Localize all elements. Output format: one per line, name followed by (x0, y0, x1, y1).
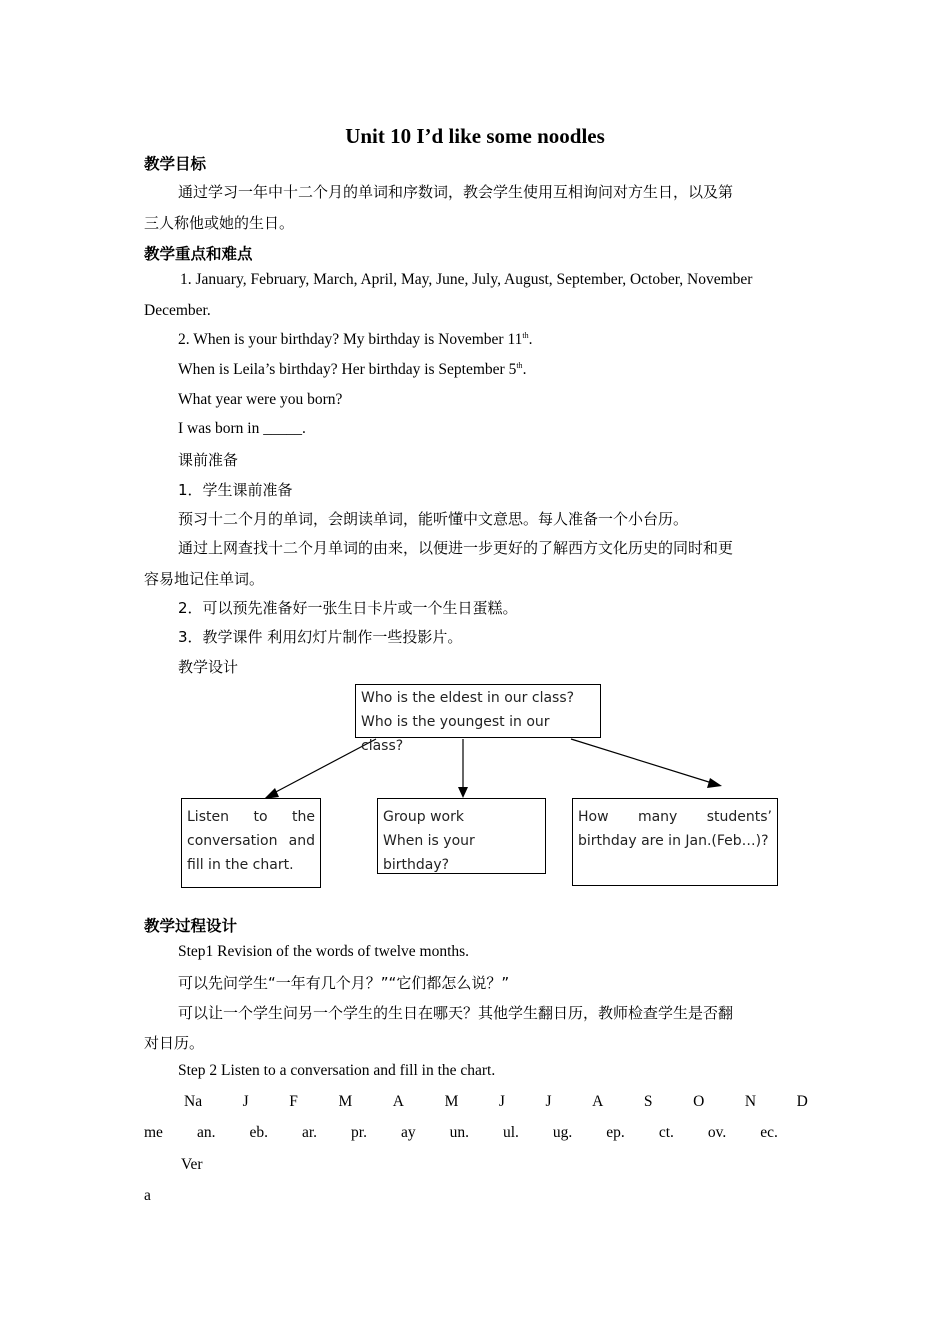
objectives-line-2: 三人称他或她的生日。 (144, 214, 295, 232)
table-cell: Na (184, 1093, 203, 1110)
table-cell: D (796, 1093, 808, 1110)
table-cell: ul. (502, 1124, 519, 1141)
table-cell: ug. (552, 1124, 573, 1141)
table-cell: M (444, 1093, 459, 1110)
preparation-heading: 课前准备 (178, 451, 239, 469)
step-1: Step1 Revision of the words of twelve months. (178, 943, 470, 960)
top-box-line-1: Who is the eldest in our class? (361, 690, 575, 706)
key-point-4: What year were you born? (178, 391, 343, 408)
objectives-heading: 教学目标 (144, 155, 207, 173)
table-cell: ep. (606, 1124, 625, 1141)
table-row-4: a (144, 1187, 151, 1204)
table-cell: A (592, 1093, 604, 1110)
middle-box-line-1: Group work (383, 809, 464, 825)
left-box-word: conversation (187, 833, 278, 849)
left-box-line-2 (187, 829, 315, 853)
key-point-3-text: When is Leila’s birthday? Her birthday is September 5 (178, 361, 517, 379)
table-cell: M (338, 1093, 353, 1110)
right-box-word: many (637, 809, 678, 825)
left-box-word: Listen (187, 809, 229, 825)
middle-box-line-2: When is your birthday? (383, 833, 475, 873)
table-cell: un. (449, 1124, 469, 1141)
table-cell: J (545, 1093, 552, 1110)
table-cell: J (242, 1093, 249, 1110)
right-box-line-2 (578, 829, 772, 853)
table-cell: ar. (301, 1124, 318, 1141)
table-cell: an. (196, 1124, 216, 1141)
key-point-3-sup: th (516, 361, 523, 370)
right-box-word: How (578, 809, 609, 825)
diagram-left-box (181, 798, 321, 888)
key-points-heading: 教学重点和难点 (144, 245, 253, 263)
key-point-1-line-1: 1. January, February, March, April, May, June, July, August, September, October, November (180, 271, 753, 288)
preparation-item-1: 1．学生课前准备 (178, 481, 293, 499)
left-box-line-3 (187, 853, 315, 877)
preparation-item-3: 3．教学课件 利用幻灯片制作一些投影片。 (178, 628, 463, 646)
arrow-middle-head (458, 787, 468, 798)
table-cell: ay (400, 1124, 416, 1141)
key-point-2-sup: th (522, 331, 529, 340)
objectives-line-1: 通过学习一年中十二个月的单词和序数词，教会学生使用互相询问对方生日，以及第 (178, 183, 734, 201)
preparation-item-1-detail2-line-2: 容易地记住单词。 (144, 570, 265, 588)
table-cell: me (144, 1124, 163, 1141)
months-table-row-1 (184, 1093, 808, 1111)
table-cell: pr. (351, 1124, 367, 1141)
page-title: Unit 10 I’d like some noodles (345, 124, 605, 148)
left-box-word: fill in the chart. (187, 857, 294, 873)
step-1-activity-line-2: 对日历。 (144, 1034, 205, 1052)
table-cell: N (744, 1093, 757, 1110)
table-cell: ct. (658, 1124, 674, 1141)
step-1-activity-line-1: 可以让一个学生问另一个学生的生日在哪天？其他学生翻日历，教师检查学生是否翻 (178, 1004, 734, 1022)
preparation-item-2: 2．可以预先准备好一张生日卡片或一个生日蛋糕。 (178, 599, 518, 617)
left-box-word: the (292, 809, 315, 825)
diagram-right-box (572, 798, 778, 886)
step-2: Step 2 Listen to a conversation and fill in the chart. (178, 1062, 496, 1079)
right-box-word: students’ (706, 809, 772, 825)
table-row-3: Ver (181, 1156, 203, 1173)
table-cell: A (392, 1093, 404, 1110)
table-cell: ov. (707, 1124, 727, 1141)
table-cell: F (289, 1093, 298, 1110)
months-table-row-2 (144, 1124, 778, 1142)
step-1-question: 可以先问学生“一年有几个月？”“它们都怎么说？” (178, 974, 510, 992)
preparation-item-1-detail: 预习十二个月的单词，会朗读单词，能听懂中文意思。每人准备一个小台历。 (178, 510, 689, 528)
key-point-5: I was born in _____. (178, 420, 306, 437)
left-box-line-1 (187, 805, 315, 829)
arrow-right-head (707, 778, 722, 788)
preparation-item-1-detail2-line-1: 通过上网查找十二个月单词的由来，以便进一步更好的了解西方文化历史的同时和更 (178, 539, 734, 557)
process-heading: 教学过程设计 (144, 917, 238, 935)
table-cell: J (498, 1093, 505, 1110)
diagram-top-box (355, 684, 601, 754)
table-cell: eb. (249, 1124, 268, 1141)
diagram-middle-box (377, 798, 546, 874)
key-point-1-line-2: December. (144, 302, 211, 319)
right-box-word: birthday are in Jan.(Feb…)? (578, 833, 769, 849)
table-cell: ec. (760, 1124, 778, 1141)
key-point-2-text: 2. When is your birthday? My birthday is November 11 (178, 331, 523, 349)
left-box-word: to (253, 809, 268, 825)
key-point-2: 2. When is your birthday? My birthday is November 11th. (178, 331, 533, 349)
top-box-line-2: Who is the youngest in our class? (361, 714, 550, 754)
table-cell: O (693, 1093, 705, 1110)
table-cell: S (643, 1093, 653, 1110)
key-point-3: When is Leila’s birthday? Her birthday is September 5th. (178, 361, 527, 379)
design-heading: 教学设计 (178, 658, 239, 676)
left-box-word: and (288, 833, 315, 849)
right-box-line-1 (578, 805, 772, 829)
